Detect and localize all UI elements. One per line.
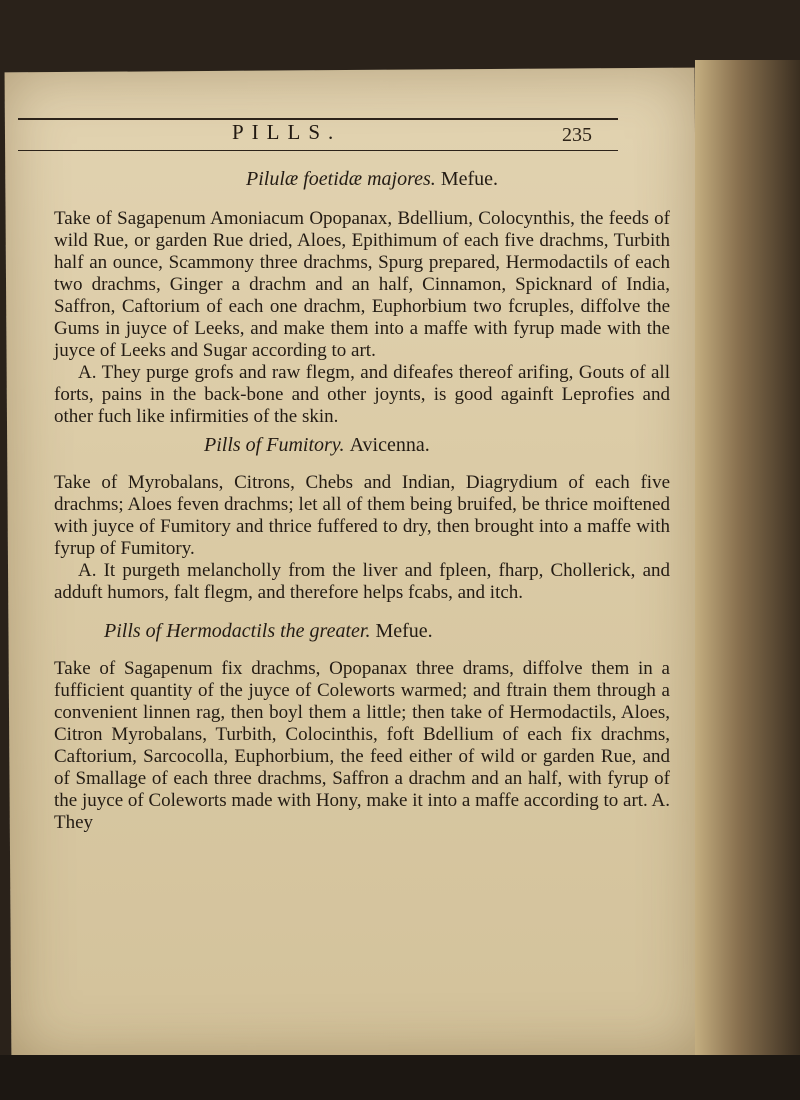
header-rule-bottom xyxy=(18,150,618,151)
page-edge xyxy=(695,60,800,1060)
heading-author: Mefue. xyxy=(375,620,433,642)
section-heading xyxy=(54,620,670,642)
heading-author: Avicenna. xyxy=(349,434,430,456)
paragraph: A. They purge grofs and raw flegm, and difeafes thereof arifing, Gouts of all forts, pains in the back-bone and other joynts, is good againft Leprofies and other fuch like infirmities of the skin. xyxy=(54,362,670,427)
paragraph: Take of Sagapenum fix drachms, Opopanax three drams, diffolve them in a fufficient quantity of the juyce of Coleworts warmed; and ftrain them through a convenient linnen rag, then boyl them a little; then take of Hermodactils, Aloes, Citron Myrobalans, Turbith, Colocinthis, foft Bdellium of each fix drachms, Caftorium, Sarcocolla, Euphorbium, the feed either of wild or garden Rue, and of Smallage of each three drachms, Saffron a drachm and an half, with fyrup of the juyce of Coleworts made with Hony, make it into a maffe according to art. A. They xyxy=(54,658,670,833)
section-heading xyxy=(54,434,670,456)
page-body xyxy=(54,168,670,834)
paragraph: A. It purgeth melancholly from the liver and fpleen, fharp, Chollerick, and adduft humors, falt flegm, and therefore helps fcabs, and itch. xyxy=(54,560,670,603)
paragraph: Take of Myrobalans, Citrons, Chebs and Indian, Diagrydium of each five drachms; Aloes feven drachms; let all of them being bruifed, be thrice moiftened with juyce of Fumitory and thrice fuffered to dry, then brought into a maffe with fyrup of Fumitory. xyxy=(54,472,670,559)
section-heading xyxy=(54,168,670,190)
heading-title: Pills of Fumitory. xyxy=(204,434,345,456)
page-shadow xyxy=(0,1055,800,1100)
page-number: 235 xyxy=(562,124,592,146)
heading-author: Mefue. xyxy=(440,168,499,190)
heading-title: Pilulæ foetidæ majores. xyxy=(245,168,436,190)
paragraph: Take of Sagapenum Amoniacum Opopanax, Bdellium, Colocynthis, the feeds of wild Rue, or garden Rue dried, Aloes, Epithimum of each five drachms, Turbith half an ounce, Scammony three drachms, Spurg prepared, Hermodactils of each two drachms, Ginger a drachm and an half, Cinnamon, Spicknard of India, Saffron, Caftorium of each one drachm, Euphorbium two fcruples, diffolve the Gums in juyce of Leeks, and make them into a maffe with fyrup made with the juyce of Leeks and Sugar according to art. xyxy=(54,208,670,361)
heading-title: Pills of Hermodactils the greater. xyxy=(104,620,371,642)
running-head: PILLS. xyxy=(232,120,342,144)
